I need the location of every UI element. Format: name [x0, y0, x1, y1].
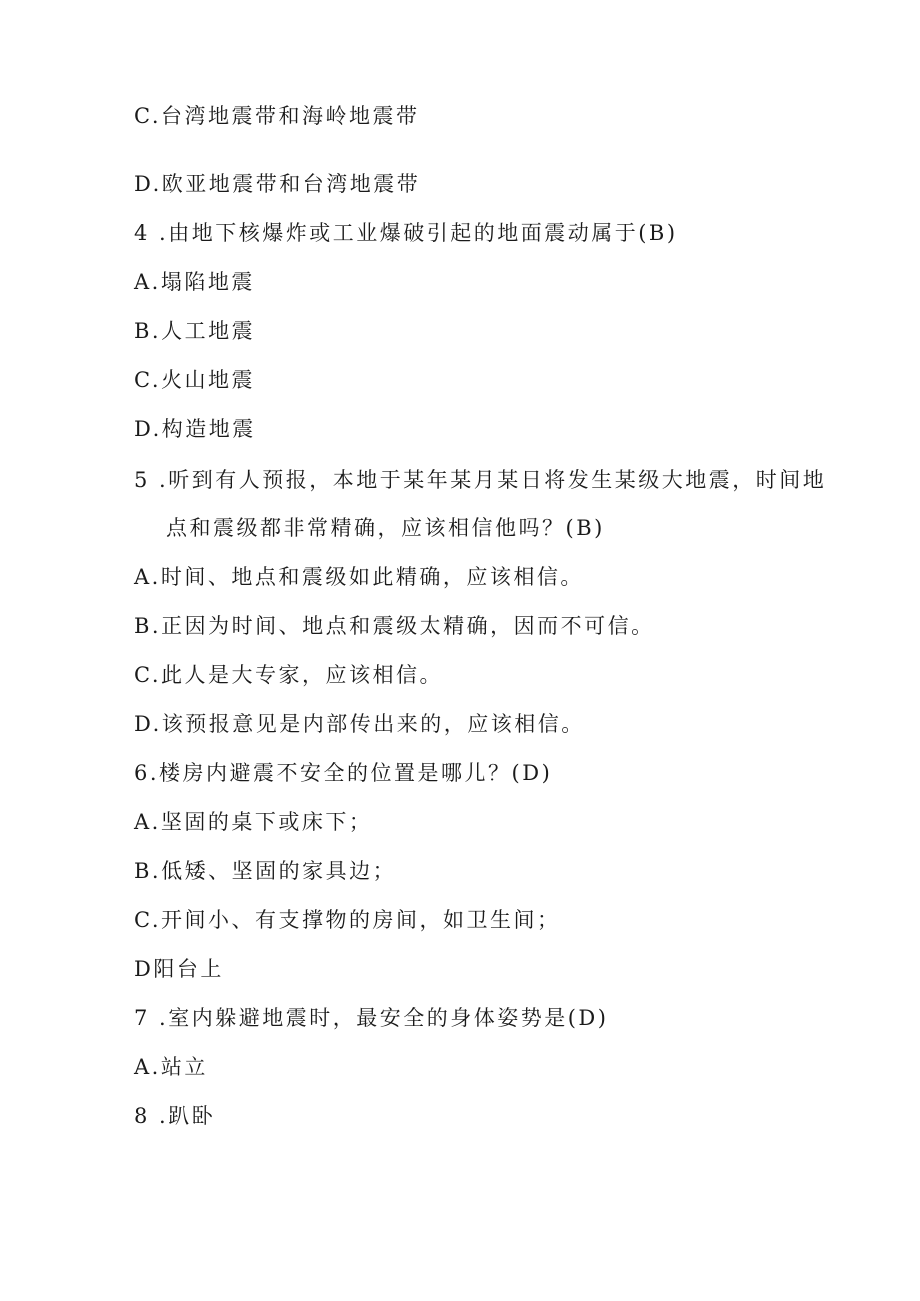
question-7: 7 .室内躲避地震时，最安全的身体姿势是(D) [134, 1006, 609, 1030]
option-d-q6: D阳台上 [134, 957, 224, 981]
option-d-q4: D.构造地震 [134, 417, 256, 441]
option-a-q5: A.时间、地点和震级如此精确，应该相信。 [134, 565, 584, 589]
option-d-q3: D.欧亚地震带和台湾地震带 [134, 172, 421, 196]
option-b-q5: B.正因为时间、地点和震级太精确，因而不可信。 [134, 614, 655, 638]
option-a-q4: A.塌陷地震 [134, 270, 255, 294]
option-c-q6: C.开间小、有支撑物的房间，如卫生间； [134, 908, 561, 932]
question-4: 4 .由地下核爆炸或工业爆破引起的地面震动属于(B) [134, 221, 678, 245]
option-b-q4: B.人工地震 [134, 319, 256, 343]
question-5-line-1: 5 .听到有人预报，本地于某年某月某日将发生某级大地震，时间地 [134, 468, 827, 492]
question-5-line-2: 点和震级都非常精确，应该相信他吗？(B) [166, 516, 605, 540]
question-8: 8 .趴卧 [134, 1104, 216, 1128]
option-a-q6: A.坚固的桌下或床下； [134, 810, 373, 834]
option-d-q5: D.该预报意见是内部传出来的，应该相信。 [134, 712, 585, 736]
option-a-q7: A.站立 [134, 1055, 208, 1079]
option-b-q6: B.低矮、坚固的家具边； [134, 859, 397, 883]
option-c-q5: C.此人是大专家，应该相信。 [134, 663, 443, 687]
question-6: 6.楼房内避震不安全的位置是哪儿？(D) [134, 761, 553, 785]
option-c-q3: C.台湾地震带和海岭地震带 [134, 104, 420, 128]
option-c-q4: C.火山地震 [134, 368, 255, 392]
